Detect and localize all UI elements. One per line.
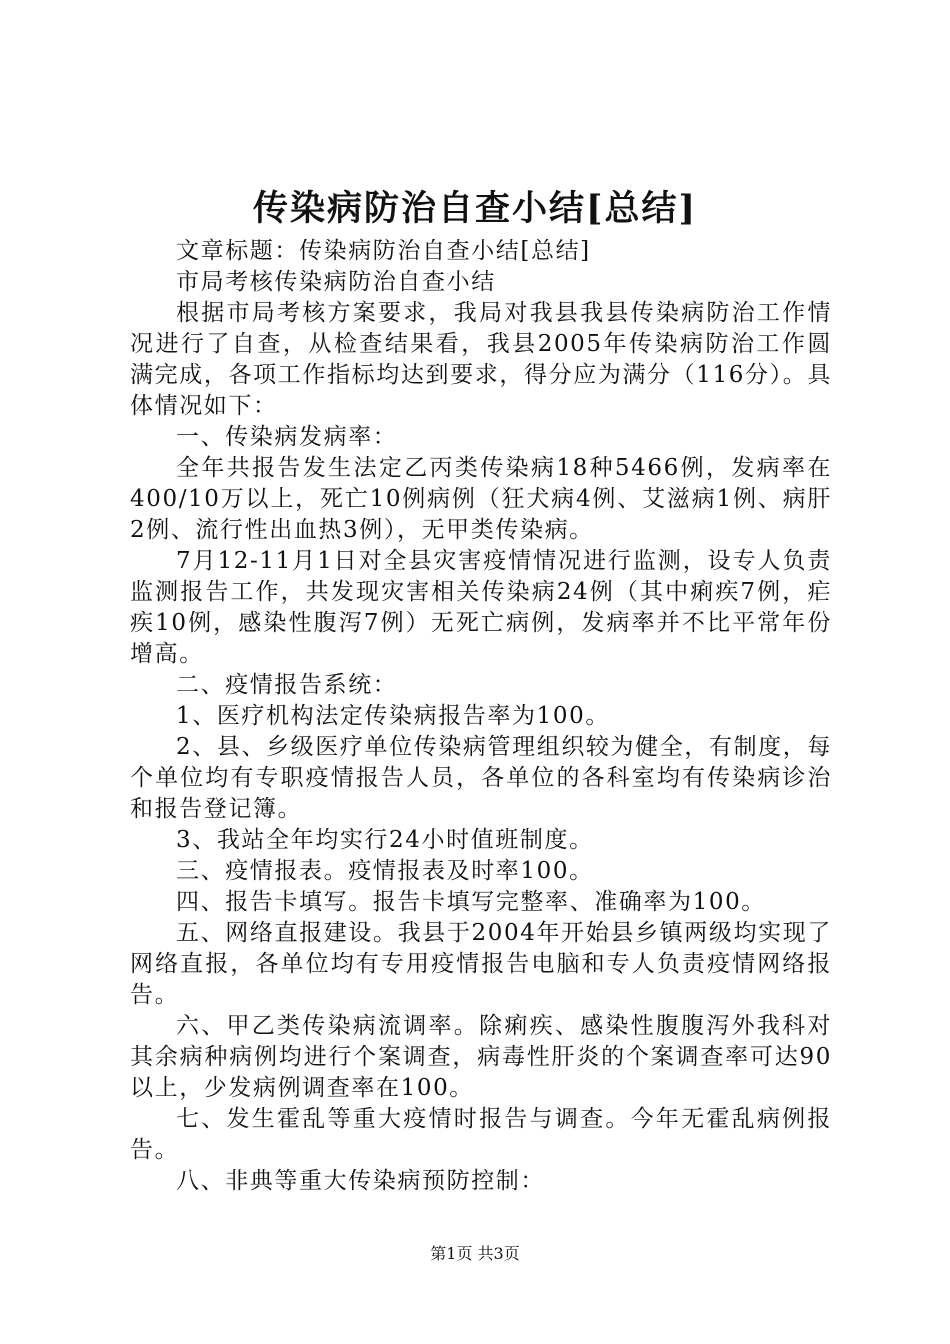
paragraph-subtitle: 市局考核传染病防治自查小结 (176, 269, 496, 295)
paragraph-management-organization: 2、县、乡级医疗单位传染病管理组织较为健全，有制度，每个单位均有专职疫情报告人员，各单位的各科室均有传染病诊治和报告登记簿。 (130, 734, 832, 822)
section-heading-epidemic-reports: 三、疫情报表。疫情报表及时率100。 (176, 858, 594, 884)
paragraph-incidence-annual: 全年共报告发生法定乙丙类传染病18种5466例，发病率在400/10万以上，死亡10例病例（狂犬病4例、艾滋病1例、病肝2例、流行性出血热3例），无甲类传染病。 (130, 455, 832, 543)
paragraph-duty-system: 3、我站全年均实行24小时值班制度。 (176, 827, 594, 853)
document-title: 传染病防治自查小结[总结] (252, 188, 698, 229)
page-number: 第1页 共3页 (430, 1244, 520, 1263)
section-heading-investigation-rate: 六、甲乙类传染病流调率。除痢疾、感染性腹腹泻外我科对其余病种病例均进行个案调查，病毒性肝炎的个案调查率可达90以上，少发病例调查率在100。 (130, 1013, 832, 1101)
section-heading-sars-control: 八、非典等重大传染病预防控制： (176, 1168, 545, 1194)
section-heading-incidence: 一、传染病发病率： (176, 424, 398, 450)
section-heading-report-cards: 四、报告卡填写。报告卡填写完整率、准确率为100。 (176, 889, 766, 915)
paragraph-intro: 根据市局考核方案要求，我局对我县我县传染病防治工作情况进行了自查，从检查结果看，我县2005年传染病防治工作圆满完成，各项工作指标均达到要求，得分应为满分（116分）。具体情况如下： (130, 300, 832, 419)
paragraph-reporting-rate: 1、医疗机构法定传染病报告率为100。 (176, 703, 610, 729)
section-heading-cholera: 七、发生霍乱等重大疫情时报告与调查。今年无霍乱病例报告。 (130, 1106, 832, 1163)
section-heading-reporting-system: 二、疫情报告系统： (176, 672, 398, 698)
paragraph-disaster-monitoring: 7月12-11月1日对全县灾害疫情情况进行监测，设专人负责监测报告工作，共发现灾害相关传染病24例（其中痢疾7例，疟疾10例，感染性腹泻7例）无死亡病例，发病率并不比平常年份增高。 (130, 548, 832, 667)
paragraph-article-title: 文章标题：传染病防治自查小结[总结] (176, 238, 591, 264)
section-heading-network-reporting: 五、网络直报建设。我县于2004年开始县乡镇两级均实现了网络直报，各单位均有专用疫情报告电脑和专人负责疫情网络报告。 (130, 920, 832, 1008)
document-body (130, 236, 832, 1197)
